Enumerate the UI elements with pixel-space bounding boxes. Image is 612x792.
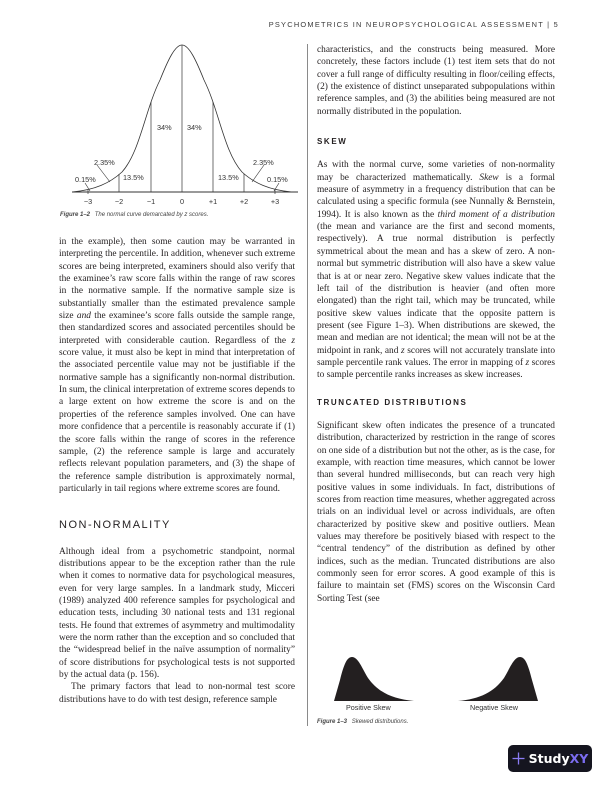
z-tick-pos1: +1: [208, 197, 218, 206]
caption-text: The normal curve demarcated by z scores.: [94, 212, 209, 218]
paragraph: The primary factors that lead to non-normal test score distributions have to do with test design, reference sample: [59, 682, 295, 705]
z-tick-pos2: +2: [239, 197, 249, 206]
section-heading-skew: SKEW: [317, 137, 348, 147]
z-tick-0: 0: [179, 197, 185, 206]
label-34-right: 34%: [187, 123, 202, 132]
figure-1-2-caption: [60, 212, 208, 218]
z-tick-pos3: +3: [270, 197, 280, 206]
positive-skew-label: Positive Skew: [346, 703, 391, 712]
paragraph: Significant skew often indicates the presence of a truncated distribution, characterized by restriction in the range of scores on one side of a distribution but not the other, as is the case, for example, with reaction time measures, which cannot be lower than several hundred milliseconds, but can reach very high positive values in some individuals. In fact, distributions of scores from reaction time measures, whether aggregated across trials on an individual level or across individuals, are often characterized by positive skew and positive outliers. Mean values may therefore be positively biased with respect to the “central tendency” of the distribution as defined by other indices, such as the median. Truncated distributions are also commonly seen for error scores. A good example of this is failure to maintain set (FMS) scores on the Wisconsin Card Sorting Test (see: [317, 420, 555, 604]
section-heading-truncated: TRUNCATED DISTRIBUTIONS: [317, 397, 468, 407]
positive-skew-shape: [334, 657, 414, 701]
paragraph: As with the normal curve, some varieties of non-normality may be characterized mathematically. Skew is a formal measure of asymmetry in a frequency distribution that can be calculated using a specific formula (see Nunnally & Bernstein, 1994). It is also known as the third moment of a distribution (the mean and variance are the first and second moments, respectively). A true normal distribution is perfectly symmetrical about the mean and has a skew of zero. A non-normal but symmetric distribution will also have a skew value that is at or near zero. Negative skew values indicate that the left tail of the distribution is heavier (and often more elongated) than the right tail, which may be truncated, while positive skew values indicate that the opposite pattern is present (see Figure 1–3). When distributions are skewed, the mean and median are not identical; the mean will not be at the midpoint in rank, and z scores will not accurately translate into sample percentile rank values. The error in mapping of z scores to sample percentile ranks increases as skew increases.: [317, 160, 556, 381]
label-13-5-left: 13.5%: [123, 173, 144, 182]
paragraph: in the example), then some caution may be warranted in interpreting the percentile. In addition, whenever such extreme scores are being interpreted, examiners should also verify that the examinee’s raw score falls within the range of raw scores in the normative sample. If the normative sample size is substantially smaller than the estimated prevalence sample size and the examinee’s score falls outside the sample range, then standardized scores and associated percentiles should be interpreted with considerable caution. Regardless of the z score value, it must also be kept in mind that interpretation of the associated percentile value may not be justifiable if the normative sample has a significantly non-normal distribution. In sum, the clinical interpretation of extreme scores depends to a large extent on how extreme the score is and on the properties of the reference samples involved. One can have more confidence that a percentile is reasonably accurate if (1) the score falls within the range of scores in the reference sample, (2) the reference sample is large and accurately reflects relevant population parameters, and (3) the shape of the reference sample distribution is approximately normal, particularly in tail regions where extreme scores are found.: [59, 237, 296, 494]
badge-text: StudyXY: [528, 751, 589, 766]
normal-curve-figure: [60, 30, 308, 210]
plus-icon: [512, 752, 525, 765]
pointer-right-2-35: [252, 165, 264, 182]
left-column: [59, 236, 295, 706]
figure-1-3-caption: [317, 719, 408, 725]
paragraph: characteristics, and the constructs being measured. More concretely, these factors include (1) test item sets that do not cover a full range of difficulty resulting in floor/ceiling effects, (2) the existence of distinct unseparated subpopulations within reference samples, and (3) the abilities being measured are not normally distributed in the population.: [317, 45, 555, 117]
z-tick-neg2: −2: [114, 197, 124, 206]
label-34-left: 34%: [157, 123, 172, 132]
label-2-35-left: 2.35%: [94, 158, 115, 167]
paragraph: Although ideal from a psychometric standpoint, normal distributions appear to be the exception rather than the rule when it comes to normative data for psychological measures, even for very large samples. In a landmark study, Micceri (1989) analyzed 400 reference samples for psychological and education tests, including 30 national tests and 131 regional tests. He found that extremes of asymmetry and multimodality were the norm rather than the exception and so concluded that the “widespread belief in the naïve assumption of normality” of score distributions for psychological tests is not supported by the actual data (p. 156).: [59, 546, 295, 680]
pointer-left-2-35: [97, 165, 110, 182]
section-heading-non-normality: NON-NORMALITY: [59, 519, 171, 532]
caption-text: Skewed distributions.: [351, 719, 409, 725]
column-divider: [307, 44, 308, 726]
right-column: [317, 44, 555, 605]
figure-label: Figure 1–3: [317, 719, 348, 725]
label-0-15-right: 0.15%: [267, 175, 288, 184]
figure-label: Figure 1–2: [60, 212, 91, 218]
negative-skew-shape: [458, 657, 538, 701]
negative-skew-label: Negative Skew: [470, 703, 518, 712]
label-0-15-left: 0.15%: [75, 175, 96, 184]
studyxy-badge[interactable]: [508, 745, 592, 772]
running-head: PSYCHOMETRICS IN NEUROPSYCHOLOGICAL ASSESSMENT | 5: [268, 20, 559, 29]
label-13-5-right: 13.5%: [218, 173, 239, 182]
z-tick-neg3: −3: [83, 197, 93, 206]
label-2-35-right: 2.35%: [253, 158, 274, 167]
z-tick-neg1: −1: [146, 197, 156, 206]
